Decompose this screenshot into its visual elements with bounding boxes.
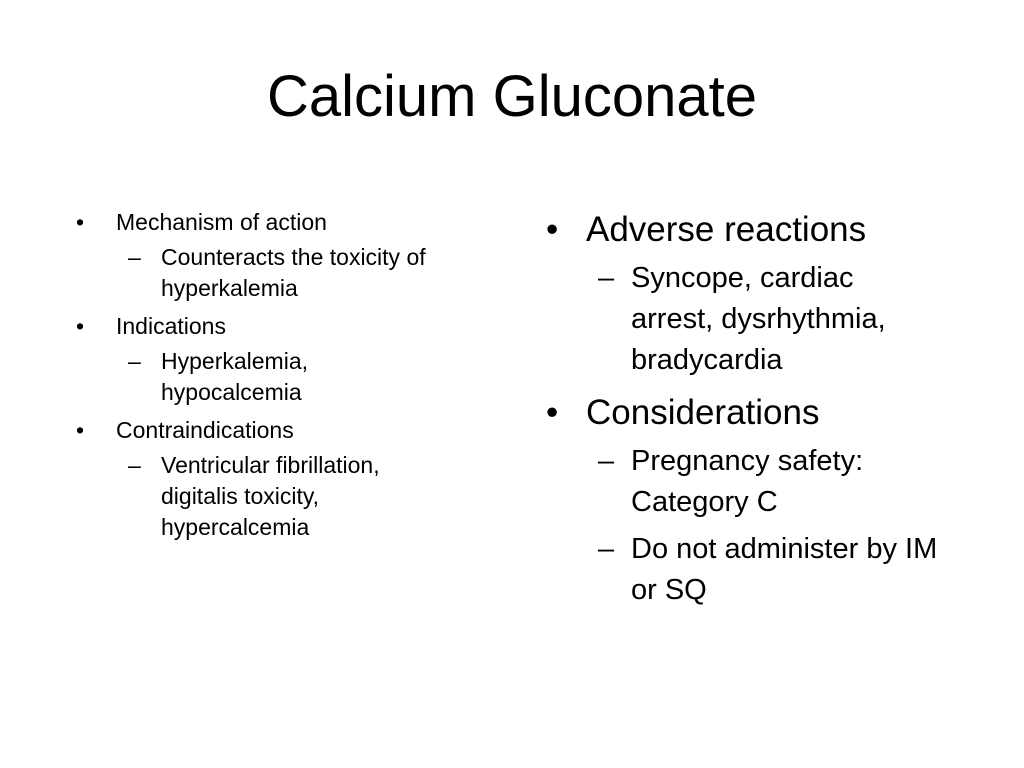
- sub-bullet-text: Do not administer by IM or SQ: [631, 533, 938, 606]
- slide-title: Calcium Gluconate: [267, 64, 757, 129]
- bullet-label: Mechanism of action: [116, 209, 327, 235]
- bullet-indications: [76, 310, 476, 408]
- bullet-mechanism: [76, 206, 476, 304]
- sub-bullet-text: Pregnancy safety: Category C: [631, 445, 864, 518]
- sub-bullet: [76, 242, 461, 304]
- bullet-icon: •: [76, 417, 85, 443]
- bullet-label: Considerations: [586, 393, 820, 432]
- bullet-label: Adverse reactions: [586, 210, 867, 249]
- sub-bullet: [546, 441, 931, 523]
- bullet-icon: •: [76, 209, 85, 235]
- sub-bullet-text: Hyperkalemia, hypocalcemia: [161, 348, 308, 405]
- bullet-label: Indications: [116, 313, 226, 339]
- bullet-icon: •: [76, 313, 85, 339]
- dash-icon: –: [598, 533, 615, 565]
- bullet-contraindications: [76, 414, 476, 543]
- sub-bullet: [76, 450, 441, 543]
- dash-icon: –: [128, 452, 141, 478]
- sub-bullet: [546, 258, 941, 381]
- bullet-icon: •: [546, 210, 559, 249]
- right-column: [546, 208, 986, 611]
- dash-icon: –: [128, 244, 141, 270]
- left-column: [76, 206, 476, 543]
- sub-bullet: [546, 529, 961, 611]
- sub-bullet-text: Syncope, cardiac arrest, dysrhythmia, bradycardia: [631, 262, 886, 376]
- bullet-considerations: [546, 391, 986, 611]
- bullet-icon: •: [546, 393, 559, 432]
- dash-icon: –: [128, 348, 141, 374]
- bullet-adverse-reactions: [546, 208, 986, 381]
- dash-icon: –: [598, 445, 615, 477]
- sub-bullet: [76, 346, 361, 408]
- sub-bullet-text: Ventricular fibrillation, digitalis toxicity, hypercalcemia: [161, 452, 380, 540]
- bullet-label: Contraindications: [116, 417, 294, 443]
- sub-bullet-text: Counteracts the toxicity of hyperkalemia: [161, 244, 426, 301]
- dash-icon: –: [598, 262, 615, 294]
